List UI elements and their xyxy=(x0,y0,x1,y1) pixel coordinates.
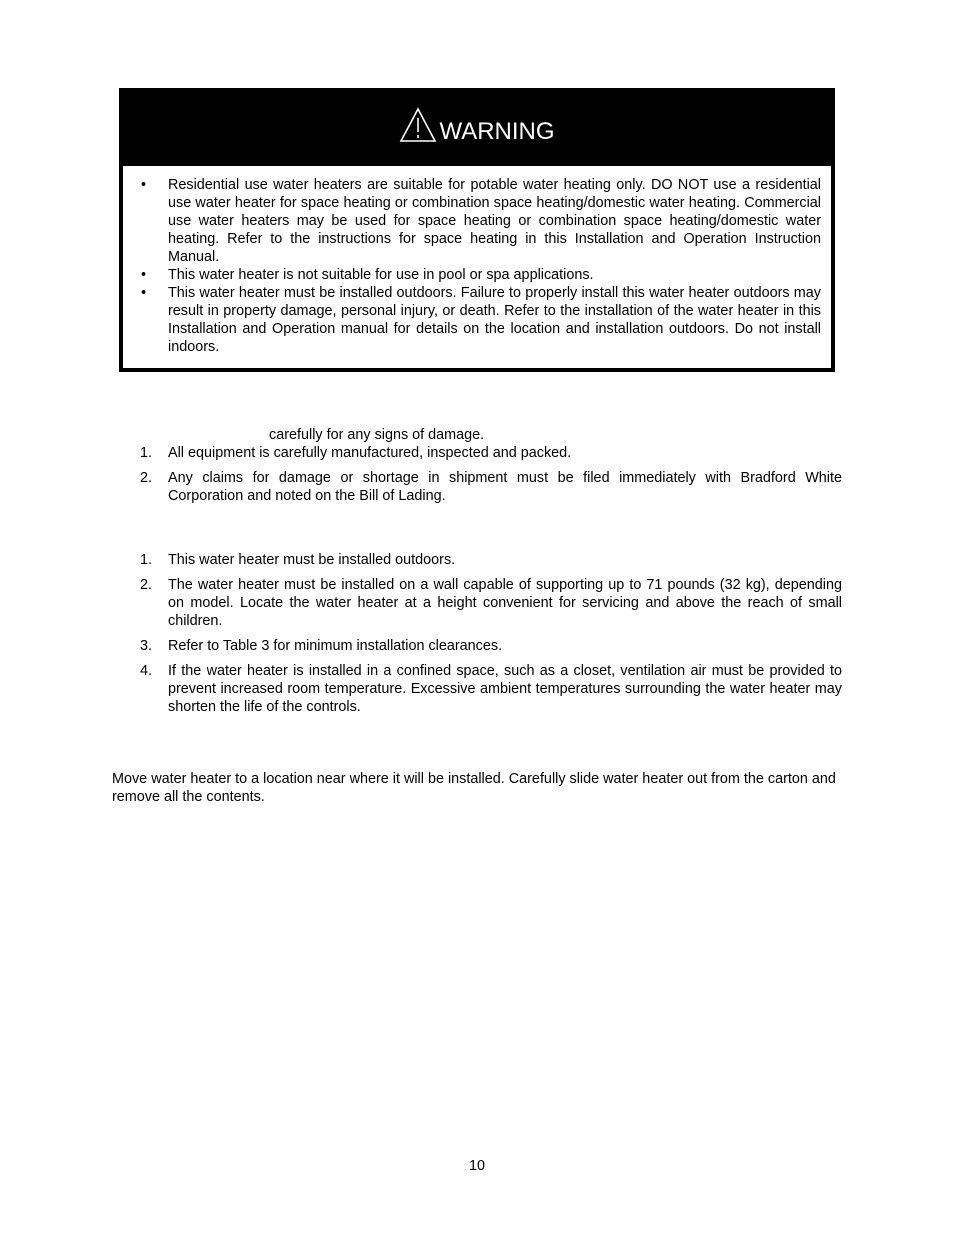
warning-box xyxy=(119,88,835,372)
list-item: 1. This water heater must be installed outdoors. xyxy=(140,552,456,568)
page-number: 10 xyxy=(468,1158,485,1174)
list-item: 1. All equipment is carefully manufactured, inspected and packed. xyxy=(140,445,572,461)
list-item: 4. If the water heater is installed in a confined space, such as a closet, ventilation air must be provided to prevent increased room temperature. Excessive ambient temperatures surrounding the water heater may shorten the life of the controls. xyxy=(140,663,842,715)
list-item: 2. The water heater must be installed on a wall capable of supporting up to 71 pounds (32 kg), depending on model. Locate the water heater at a height convenient for servicing and above the reach of small children. xyxy=(140,577,842,629)
warning-bullet: • This water heater must be installed outdoors. Failure to properly install this water heater outdoors may result in property damage, personal injury, or death. Refer to the installation of the water heater in this Installation and Operation manual for details on the location and installation outdoors. Do not install indoors. xyxy=(141,285,821,355)
warning-bullet: • This water heater is not suitable for use in pool or spa applications. xyxy=(141,267,594,283)
list-item: 2. Any claims for damage or shortage in shipment must be filed immediately with Bradford White Corporation and noted on the Bill of Lading. xyxy=(140,470,842,504)
location-list xyxy=(140,551,842,723)
inspection-fragment: carefully for any signs of damage. xyxy=(269,427,485,443)
warning-title: WARNING xyxy=(439,118,555,145)
unpacking-paragraph: Move water heater to a location near where it will be installed. Carefully slide water heater out from the carton and remove all the contents. xyxy=(112,771,836,805)
warning-triangle-icon xyxy=(399,107,437,143)
warning-header xyxy=(123,92,831,166)
inspection-list xyxy=(140,444,842,512)
list-item: 3. Refer to Table 3 for minimum installation clearances. xyxy=(140,638,503,654)
warning-bullet: • Residential use water heaters are suitable for potable water heating only. DO NOT use a residential use water heater for space heating or combination space heating/domestic water heating. Commercial use water heaters may be used for space heating or combination space heating/domestic water heating. Refer to the instructions for space heating in this Installation and Operation Instruction Manual. xyxy=(141,177,821,265)
warning-bullet-list xyxy=(141,176,821,356)
